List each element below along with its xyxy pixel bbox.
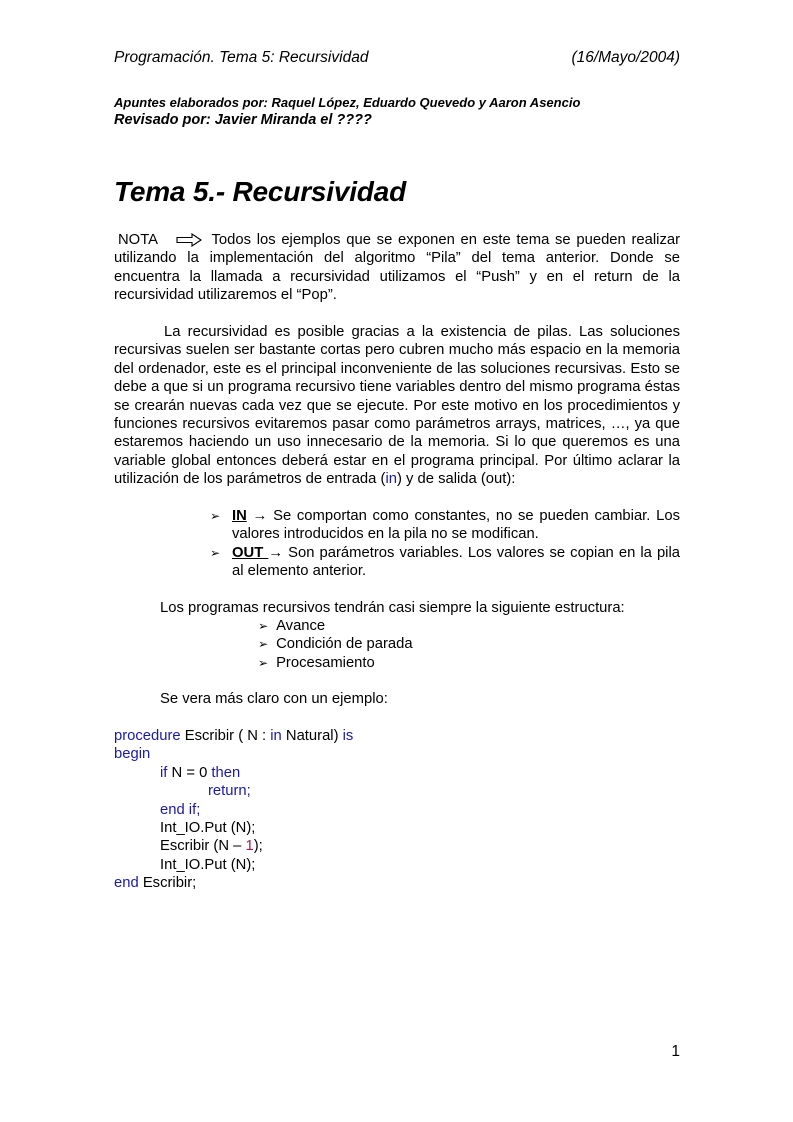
param-name: IN xyxy=(232,508,247,524)
recursion-paragraph xyxy=(114,323,680,489)
right-arrow-icon: → xyxy=(252,508,268,524)
bullet-arrow-icon: ➢ xyxy=(258,619,269,633)
code-line: return; xyxy=(208,783,251,800)
param-desc: Se comportan como constantes, no se pueden cambiar. Los valores introducidos en la pila no se modifican. xyxy=(232,508,680,543)
code-line: Int_IO.Put (N); xyxy=(160,856,256,873)
reviewed-line: Revisado por: Javier Miranda el ???? xyxy=(114,112,372,128)
code-line: Int_IO.Put (N); xyxy=(160,820,256,837)
page-header xyxy=(114,49,680,67)
header-date: (16/Mayo/2004) xyxy=(571,49,680,66)
param-item-out xyxy=(210,544,680,581)
structure-intro: Los programas recursivos tendrán casi siempre la siguiente estructura: xyxy=(160,600,625,616)
paragraph-text-end: ) y de salida (out): xyxy=(396,471,516,488)
keyword-in: in xyxy=(385,471,397,488)
authors-line: Apuntes elaborados por: Raquel López, Eduardo Quevedo y Aaron Asencio xyxy=(114,95,581,110)
page-number: 1 xyxy=(671,1043,680,1060)
code-block xyxy=(114,727,353,893)
bullet-arrow-icon: ➢ xyxy=(210,509,221,523)
nota-text: Todos los ejemplos que se exponen en este tema se pueden realizar utilizando la implementación del algoritmo “Pila” del tema anterior. Donde se encuentra la llamada a recursividad utilizamos el “Push” y en el return de la recursividad utilizaremos el “Pop”. xyxy=(114,232,681,304)
header-title: Programación. Tema 5: Recursividad xyxy=(114,49,369,66)
bullet-arrow-icon: ➢ xyxy=(210,546,221,560)
code-line: procedure Escribir ( N : in Natural) is xyxy=(114,728,354,744)
code-line: end if; xyxy=(160,801,201,818)
param-name: OUT xyxy=(232,545,269,561)
param-item-in xyxy=(210,507,680,544)
hollow-arrow-icon xyxy=(176,233,202,247)
bullet-arrow-icon: ➢ xyxy=(258,637,269,651)
structure-item: ➢ Procesamiento xyxy=(258,655,375,671)
paragraph-text: La recursividad es posible gracias a la existencia de pilas. Las soluciones recursivas suelen ser bastante cortas pero cubren mucho más espacio en la memoria del ordenador, este es el principal inconveniente de las soluciones recursivas. Esto se debe a que si un programa recursivo tiene variables dentro del mismo programa éstas se crearán nuevas cada vez que se ejecute. Por este motivo en los procedimientos y funciones recursivos evitaremos pasar como parámetros arrays, matrices, …, ya que estaremos haciendo un uso innecesario de la memoria. Si lo que queremos es una variable global entonces deberá estar en el programa principal. Por último aclarar la utilización de los parámetros de entrada ( xyxy=(114,324,680,488)
code-line: begin xyxy=(114,746,151,763)
bullet-arrow-icon: ➢ xyxy=(258,656,269,670)
nota-label: NOTA xyxy=(118,232,159,248)
code-line: if N = 0 then xyxy=(160,764,241,781)
code-line: end Escribir; xyxy=(114,875,197,892)
nota-paragraph xyxy=(114,231,680,305)
example-intro: Se vera más claro con un ejemplo: xyxy=(160,691,388,707)
structure-item: ➢ Condición de parada xyxy=(258,636,413,652)
right-arrow-icon: → xyxy=(268,545,284,561)
param-desc: Son parámetros variables. Los valores se copian en la pila al elemento anterior. xyxy=(232,545,680,580)
code-line: Escribir (N – 1); xyxy=(160,838,263,855)
structure-item: ➢ Avance xyxy=(258,618,326,634)
document-title: Tema 5.- Recursividad xyxy=(114,176,406,207)
